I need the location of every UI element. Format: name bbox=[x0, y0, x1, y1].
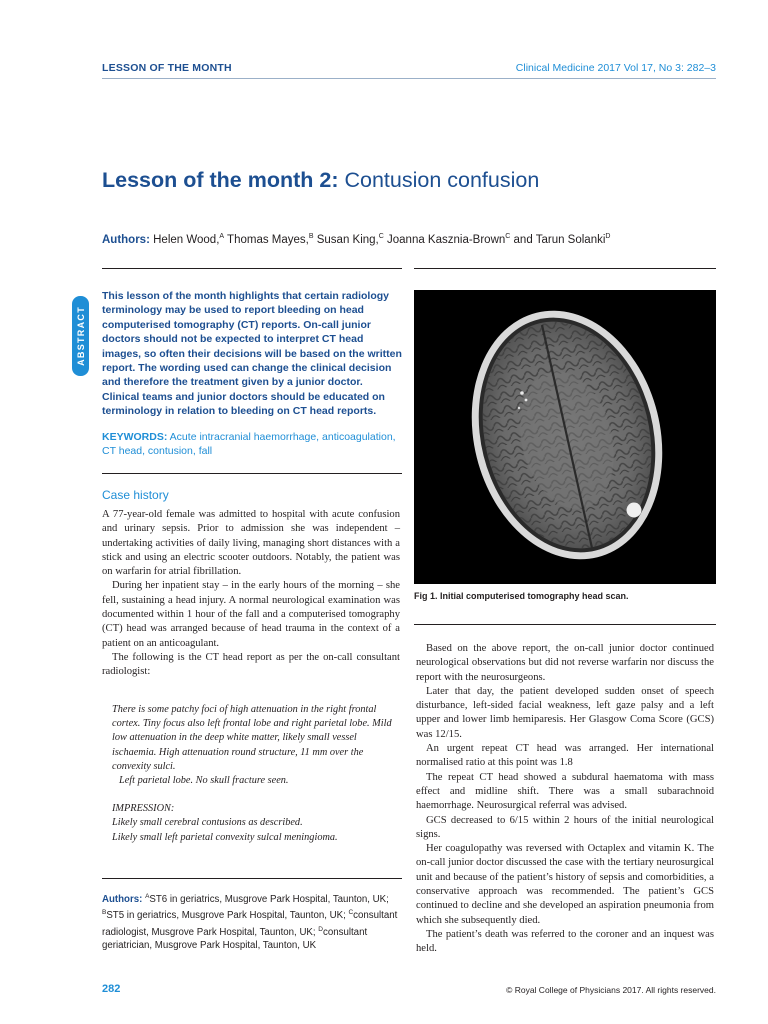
keywords-label: KEYWORDS: bbox=[102, 431, 168, 443]
divider-left bbox=[102, 268, 402, 269]
author-sup: B bbox=[308, 233, 314, 240]
author-affiliations bbox=[102, 890, 402, 953]
article-title bbox=[102, 168, 539, 193]
page-number: 282 bbox=[102, 983, 121, 995]
right-column-body bbox=[416, 642, 714, 957]
affiliations-label: Authors: bbox=[102, 894, 143, 906]
copyright-notice: © Royal College of Physicians 2017. All rights reserved. bbox=[506, 985, 716, 995]
journal-citation: Clinical Medicine 2017 Vol 17, No 3: 282–3 bbox=[515, 62, 716, 74]
paragraph: An urgent repeat CT head was arranged. Her international normalised ratio at this point was 1.8 bbox=[416, 743, 714, 769]
paragraph: The following is the CT head report as per the on-call consultant radiologist: bbox=[102, 651, 400, 678]
case-history-heading: Case history bbox=[102, 488, 169, 502]
author-name: Helen Wood, bbox=[149, 233, 220, 246]
section-label: LESSON OF THE MONTH bbox=[102, 62, 232, 74]
case-history-body bbox=[102, 508, 400, 680]
paragraph: Later that day, the patient developed sudden onset of speech disturbance, left-sided facial weakness, left gaze palsy and a left upper and lower limb hemiparesis. Her Glasgow Coma Score (GCS) was 12/15. bbox=[416, 685, 714, 740]
title-rest: Contusion confusion bbox=[338, 168, 540, 192]
ct-report-quote bbox=[112, 703, 402, 845]
title-bold: Lesson of the month 2: bbox=[102, 168, 339, 192]
abstract-text: This lesson of the month highlights that certain radiology terminology may be used to report bleeding on head computerised tomography (CT) reports. On-call junior doctors should not be expected to interpret CT head images, so often their decisions will be based on the written report. The wording used can change the clinical decision and therefore the treatment given by a junior doctor. Clinical teams and junior doctors should be educated on terminology in relation to bleeding on CT head reports. bbox=[102, 290, 402, 418]
paragraph: Her coagulopathy was reversed with Octaplex and vitamin K. The on-call junior doctor discussed the case with the tertiary neurosurgical unit and because of the patient’s history of sepsis and comorbidities, a conservative approach was recommended. The patient’s GCS continued to decline and she developed an aspiration pneumonia from which she subsequently died. bbox=[416, 843, 714, 926]
author-name: Thomas Mayes, bbox=[224, 233, 309, 246]
keywords bbox=[102, 430, 402, 459]
paragraph: A 77-year-old female was admitted to hospital with acute confusion and urinary sepsis. Prior to admission she was independent – undertaking activities of daily living, managing short distances with a stick and using an electric scooter outdoors. Notably, the patient was on warfarin for atrial fibrillation. bbox=[102, 509, 400, 578]
affil-text: ST5 in geriatrics, Musgrove Park Hospital, Taunton, UK; bbox=[106, 910, 349, 922]
authors-label: Authors: bbox=[102, 233, 150, 246]
paragraph: Based on the above report, the on-call junior doctor continued neurological observations but did not reverse warfarin nor discuss the report with the neurosurgeons. bbox=[416, 643, 714, 683]
affil-sup: D bbox=[318, 925, 323, 933]
abstract-divider bbox=[102, 473, 402, 474]
author-line bbox=[102, 233, 610, 246]
author-sup: C bbox=[378, 233, 384, 240]
ct-scan-illustration bbox=[414, 290, 716, 584]
author-sup: A bbox=[219, 233, 225, 240]
affil-sup: B bbox=[102, 909, 107, 917]
affil-text: consultant radiologist, Musgrove Park Hospital, Taunton, UK; bbox=[102, 910, 398, 939]
abstract-tab bbox=[72, 296, 89, 376]
report-line: Likely small cerebral contusions as described. bbox=[112, 817, 303, 829]
keywords-list: Acute intracranial haemorrhage, anticoagulation, CT head, contusion, fall bbox=[102, 431, 396, 458]
affil-text: consultant geriatrician, Musgrove Park Hospital, Taunton, UK bbox=[102, 927, 368, 952]
report-line: There is some patchy foci of high attenuation in the right frontal cortex. Tiny focus also left frontal lobe and right parietal lobe. Mild low attenuation in the deep white matter, likely small vessel ischaemia. High attenuation round structure, 11 mm over the convexity sulci. bbox=[112, 704, 392, 772]
affil-sup: A bbox=[145, 893, 150, 900]
paragraph: The repeat CT head showed a subdural haematoma with mass effect and midline shift. There was a small subarachnoid haemorrhage. Neurosurgical referral was advised. bbox=[416, 771, 714, 812]
affil-text: ST6 in geriatrics, Musgrove Park Hospital, Taunton, UK; bbox=[149, 894, 389, 906]
figure-divider bbox=[414, 624, 716, 625]
paragraph: The patient’s death was referred to the coroner and an inquest was held. bbox=[416, 928, 714, 955]
abstract-tab-label: ABSTRACT bbox=[75, 306, 86, 366]
author-sup: C bbox=[505, 233, 511, 240]
figure-caption: Fig 1. Initial computerised tomography head scan. bbox=[414, 591, 629, 601]
author-name: Susan King, bbox=[313, 233, 379, 246]
author-name: and Tarun Solanki bbox=[510, 233, 606, 246]
paragraph: GCS decreased to 6/15 within 2 hours of the initial neurological signs. bbox=[416, 814, 714, 840]
ct-scan-image bbox=[414, 290, 716, 584]
report-line: IMPRESSION: bbox=[112, 803, 175, 815]
report-line: Left parietal lobe. No skull fracture seen. bbox=[119, 775, 289, 787]
author-name: Joanna Kasznia-Brown bbox=[383, 233, 506, 246]
affiliations-divider bbox=[102, 878, 402, 879]
affil-sup: C bbox=[348, 909, 354, 917]
paragraph: During her inpatient stay – in the early hours of the morning – she fell, sustaining a head injury. A normal neurological examination was documented within 1 hour of the fall and a computerised tomography (CT) head was arranged because of head trauma in the context of a patient on an anticoagulant. bbox=[102, 580, 400, 649]
divider-right bbox=[414, 268, 716, 269]
header-divider bbox=[102, 78, 716, 79]
author-sup: D bbox=[605, 233, 611, 240]
report-line: Likely small left parietal convexity sulcal meningioma. bbox=[112, 831, 338, 843]
